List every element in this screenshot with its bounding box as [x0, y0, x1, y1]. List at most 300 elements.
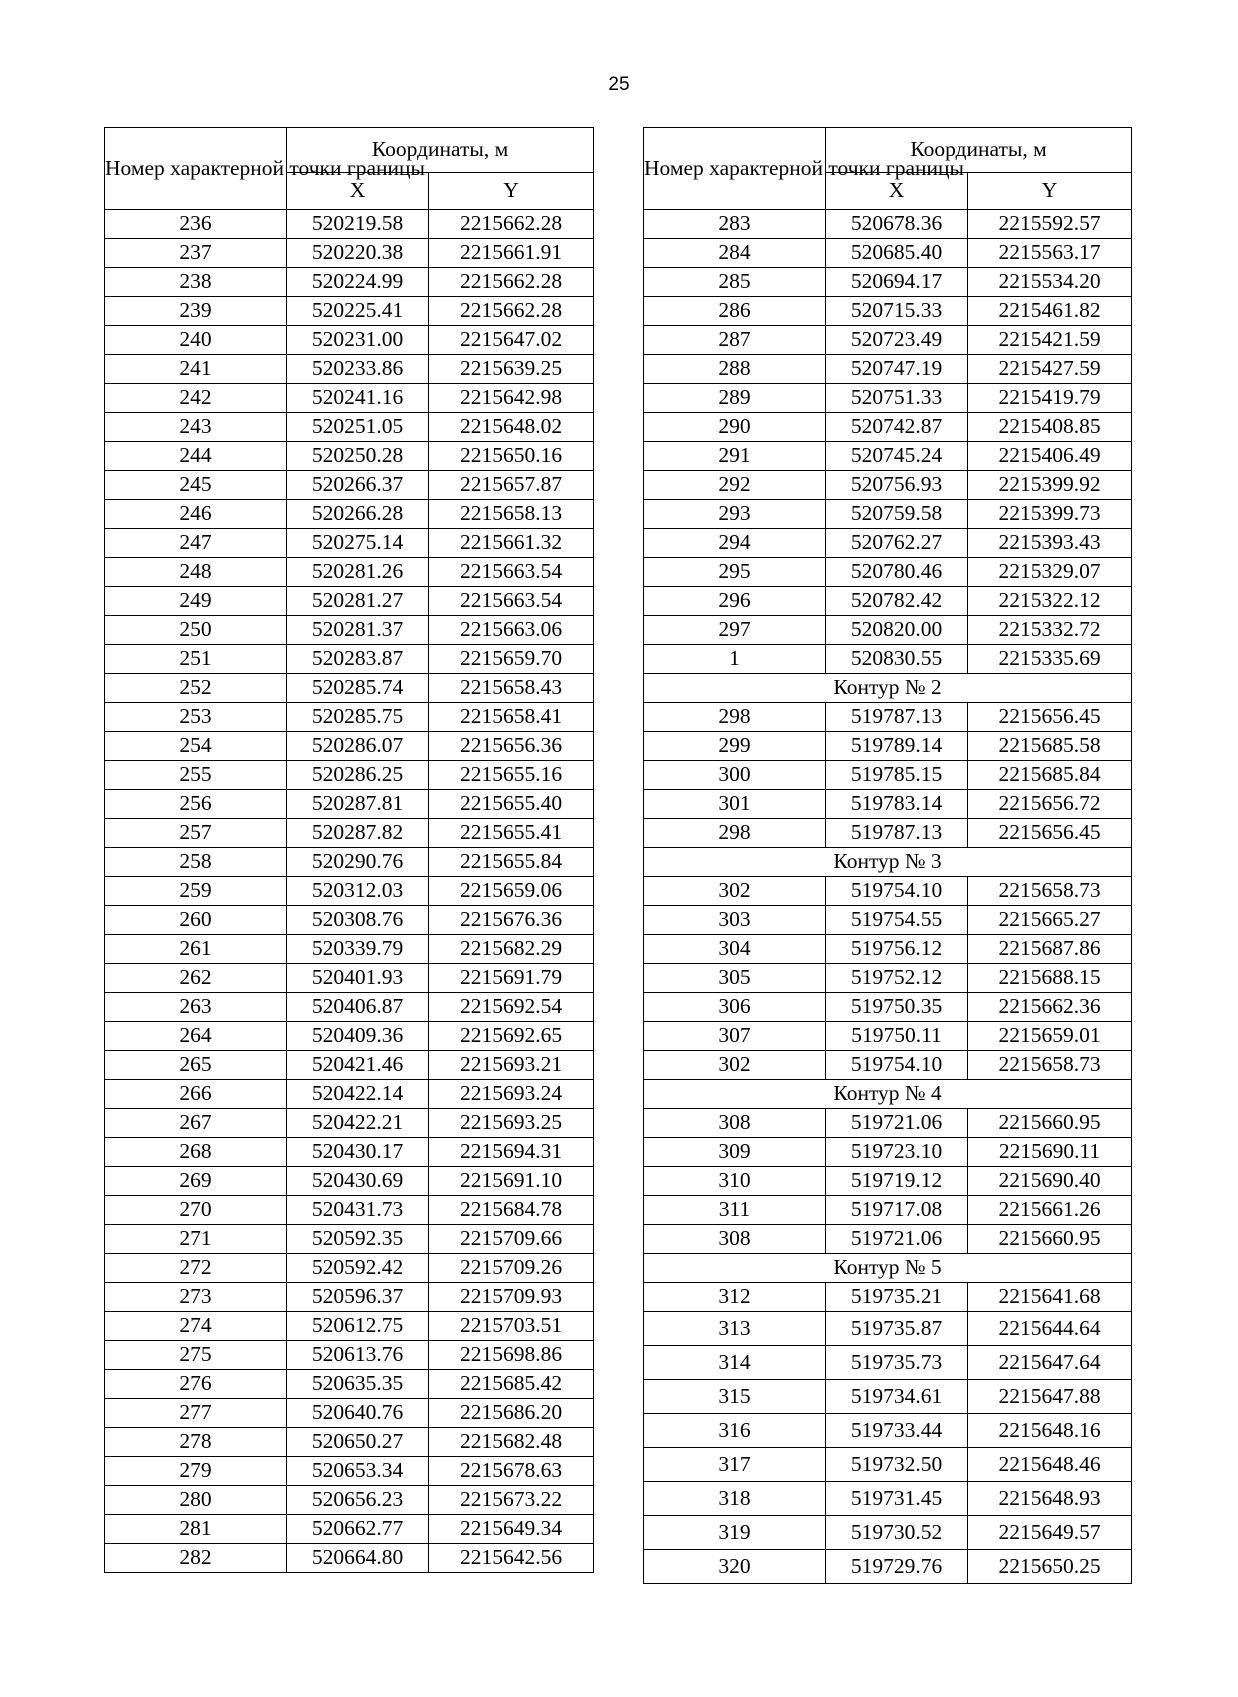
- x-coordinate-cell: 520830.55: [826, 645, 968, 674]
- point-number-cell: 302: [644, 1051, 826, 1080]
- y-coordinate-cell: 2215655.16: [429, 761, 594, 790]
- table-row: [105, 732, 594, 761]
- x-coordinate-cell: 520592.42: [287, 1254, 429, 1283]
- y-coordinate-cell: 2215665.27: [968, 906, 1132, 935]
- y-coordinate-cell: 2215660.95: [968, 1109, 1132, 1138]
- point-number-cell: 286: [644, 297, 826, 326]
- y-coordinate-cell: 2215641.68: [968, 1283, 1132, 1312]
- point-number-cell: 289: [644, 384, 826, 413]
- y-coordinate-cell: 2215660.95: [968, 1225, 1132, 1254]
- contour-label: Контур № 5: [644, 1254, 1132, 1283]
- y-coordinate-cell: 2215655.84: [429, 848, 594, 877]
- point-number-cell: 310: [644, 1167, 826, 1196]
- table-row: [644, 587, 1132, 616]
- table-row: [644, 993, 1132, 1022]
- table-row: [644, 732, 1132, 761]
- y-coordinate-cell: 2215648.46: [968, 1448, 1132, 1482]
- y-coordinate-cell: 2215693.21: [429, 1051, 594, 1080]
- point-number-header: Номер характерной точки границы: [105, 128, 287, 210]
- point-number-cell: 284: [644, 239, 826, 268]
- table-row: [644, 297, 1132, 326]
- point-number-cell: 249: [105, 587, 287, 616]
- point-number-cell: 278: [105, 1428, 287, 1457]
- x-coordinate-cell: 519721.06: [826, 1225, 968, 1254]
- x-coordinate-cell: 519752.12: [826, 964, 968, 993]
- table-row: [644, 1448, 1132, 1482]
- point-number-cell: 312: [644, 1283, 826, 1312]
- point-number-cell: 268: [105, 1138, 287, 1167]
- x-coordinate-cell: 520233.86: [287, 355, 429, 384]
- point-number-cell: 307: [644, 1022, 826, 1051]
- point-number-cell: 280: [105, 1486, 287, 1515]
- contour-label: Контур № 2: [644, 674, 1132, 703]
- x-coordinate-cell: 520751.33: [826, 384, 968, 413]
- contour-row: [644, 848, 1132, 877]
- y-coordinate-cell: 2215655.40: [429, 790, 594, 819]
- x-coordinate-cell: 519783.14: [826, 790, 968, 819]
- y-coordinate-cell: 2215648.93: [968, 1482, 1132, 1516]
- y-coordinate-cell: 2215335.69: [968, 645, 1132, 674]
- point-number-cell: 296: [644, 587, 826, 616]
- table-row: [105, 1399, 594, 1428]
- point-number-cell: 290: [644, 413, 826, 442]
- y-coordinate-cell: 2215692.65: [429, 1022, 594, 1051]
- table-row: [105, 1138, 594, 1167]
- point-number-header: Номер характерной точки границы: [644, 128, 826, 210]
- y-coordinate-cell: 2215703.51: [429, 1312, 594, 1341]
- x-coordinate-cell: 520592.35: [287, 1225, 429, 1254]
- x-coordinate-cell: 520431.73: [287, 1196, 429, 1225]
- x-coordinate-cell: 520286.25: [287, 761, 429, 790]
- y-coordinate-cell: 2215693.25: [429, 1109, 594, 1138]
- table-row: [105, 964, 594, 993]
- y-coordinate-cell: 2215673.22: [429, 1486, 594, 1515]
- table-row: [105, 906, 594, 935]
- x-coordinate-cell: 520287.81: [287, 790, 429, 819]
- table-row: [105, 355, 594, 384]
- y-coordinate-cell: 2215648.02: [429, 413, 594, 442]
- point-number-cell: 300: [644, 761, 826, 790]
- y-coordinate-cell: 2215658.73: [968, 877, 1132, 906]
- coordinates-header: Координаты, м: [826, 128, 1132, 173]
- coordinates-table-left: [104, 127, 594, 1573]
- point-number-cell: 306: [644, 993, 826, 1022]
- point-number-cell: 239: [105, 297, 287, 326]
- table-row: [644, 1346, 1132, 1380]
- table-row: [105, 645, 594, 674]
- x-coordinate-cell: 520685.40: [826, 239, 968, 268]
- point-number-cell: 305: [644, 964, 826, 993]
- point-number-cell: 294: [644, 529, 826, 558]
- y-coordinate-cell: 2215648.16: [968, 1414, 1132, 1448]
- point-number-cell: 274: [105, 1312, 287, 1341]
- y-coordinate-cell: 2215647.02: [429, 326, 594, 355]
- table-row: [105, 848, 594, 877]
- page-number: 25: [608, 74, 630, 95]
- x-coordinate-cell: 519729.76: [826, 1550, 968, 1584]
- point-number-cell: 258: [105, 848, 287, 877]
- x-coordinate-cell: 520281.27: [287, 587, 429, 616]
- y-coordinate-cell: 2215687.86: [968, 935, 1132, 964]
- table-row: [105, 1022, 594, 1051]
- point-number-cell: 318: [644, 1482, 826, 1516]
- y-coordinate-cell: 2215661.26: [968, 1196, 1132, 1225]
- point-number-cell: 311: [644, 1196, 826, 1225]
- y-coordinate-cell: 2215662.28: [429, 297, 594, 326]
- contour-label: Контур № 4: [644, 1080, 1132, 1109]
- y-coordinate-cell: 2215686.20: [429, 1399, 594, 1428]
- point-number-cell: 251: [105, 645, 287, 674]
- x-coordinate-cell: 520715.33: [826, 297, 968, 326]
- table-row: [644, 442, 1132, 471]
- x-coordinate-cell: 519734.61: [826, 1380, 968, 1414]
- table-row: [105, 268, 594, 297]
- y-header: Y: [968, 173, 1132, 210]
- x-coordinate-cell: 519756.12: [826, 935, 968, 964]
- y-coordinate-cell: 2215693.24: [429, 1080, 594, 1109]
- table-row: [644, 1380, 1132, 1414]
- y-coordinate-cell: 2215649.57: [968, 1516, 1132, 1550]
- y-coordinate-cell: 2215656.72: [968, 790, 1132, 819]
- point-number-cell: 282: [105, 1544, 287, 1573]
- y-coordinate-cell: 2215685.42: [429, 1370, 594, 1399]
- y-coordinate-cell: 2215534.20: [968, 268, 1132, 297]
- table-row: [105, 877, 594, 906]
- table-row: [105, 819, 594, 848]
- point-number-cell: 240: [105, 326, 287, 355]
- x-header: X: [287, 173, 429, 210]
- y-coordinate-cell: 2215659.01: [968, 1022, 1132, 1051]
- y-coordinate-cell: 2215662.28: [429, 210, 594, 239]
- y-coordinate-cell: 2215322.12: [968, 587, 1132, 616]
- table-row: [644, 935, 1132, 964]
- x-header: X: [826, 173, 968, 210]
- y-coordinate-cell: 2215419.79: [968, 384, 1132, 413]
- y-coordinate-cell: 2215694.31: [429, 1138, 594, 1167]
- point-number-cell: 277: [105, 1399, 287, 1428]
- x-coordinate-cell: 519733.44: [826, 1414, 968, 1448]
- table-row: [105, 1370, 594, 1399]
- coordinates-header: Координаты, м: [287, 128, 594, 173]
- point-number-cell: 243: [105, 413, 287, 442]
- point-number-cell: 254: [105, 732, 287, 761]
- x-coordinate-cell: 519750.11: [826, 1022, 968, 1051]
- table-row: [105, 471, 594, 500]
- point-number-cell: 285: [644, 268, 826, 297]
- coordinates-table-right: [643, 127, 1132, 1584]
- table-row: [105, 1544, 594, 1573]
- table-row: [644, 703, 1132, 732]
- y-header: Y: [429, 173, 594, 210]
- x-coordinate-cell: 520759.58: [826, 500, 968, 529]
- point-number-cell: 256: [105, 790, 287, 819]
- y-coordinate-cell: 2215690.40: [968, 1167, 1132, 1196]
- y-coordinate-cell: 2215688.15: [968, 964, 1132, 993]
- y-coordinate-cell: 2215399.73: [968, 500, 1132, 529]
- y-coordinate-cell: 2215406.49: [968, 442, 1132, 471]
- table-row: [644, 616, 1132, 645]
- point-number-cell: 299: [644, 732, 826, 761]
- x-coordinate-cell: 520225.41: [287, 297, 429, 326]
- point-number-cell: 308: [644, 1225, 826, 1254]
- x-coordinate-cell: 519735.87: [826, 1312, 968, 1346]
- y-coordinate-cell: 2215663.54: [429, 558, 594, 587]
- x-coordinate-cell: 520266.37: [287, 471, 429, 500]
- table-row: [105, 761, 594, 790]
- table-row: [644, 355, 1132, 384]
- y-coordinate-cell: 2215662.36: [968, 993, 1132, 1022]
- x-coordinate-cell: 520723.49: [826, 326, 968, 355]
- x-coordinate-cell: 520678.36: [826, 210, 968, 239]
- y-coordinate-cell: 2215659.70: [429, 645, 594, 674]
- y-coordinate-cell: 2215709.26: [429, 1254, 594, 1283]
- y-coordinate-cell: 2215644.64: [968, 1312, 1132, 1346]
- x-coordinate-cell: 520281.37: [287, 616, 429, 645]
- y-coordinate-cell: 2215329.07: [968, 558, 1132, 587]
- x-coordinate-cell: 520266.28: [287, 500, 429, 529]
- table-row: [105, 500, 594, 529]
- point-number-cell: 242: [105, 384, 287, 413]
- y-coordinate-cell: 2215661.91: [429, 239, 594, 268]
- point-number-cell: 281: [105, 1515, 287, 1544]
- table-row: [644, 877, 1132, 906]
- y-coordinate-cell: 2215684.78: [429, 1196, 594, 1225]
- y-coordinate-cell: 2215663.06: [429, 616, 594, 645]
- x-coordinate-cell: 520613.76: [287, 1341, 429, 1370]
- point-number-cell: 245: [105, 471, 287, 500]
- x-coordinate-cell: 519731.45: [826, 1482, 968, 1516]
- point-number-cell: 1: [644, 645, 826, 674]
- point-number-cell: 237: [105, 239, 287, 268]
- table-row: [644, 239, 1132, 268]
- table-row: [105, 1167, 594, 1196]
- x-coordinate-cell: 520430.69: [287, 1167, 429, 1196]
- table-row: [644, 906, 1132, 935]
- table-row: [105, 616, 594, 645]
- table-row: [105, 935, 594, 964]
- x-coordinate-cell: 520747.19: [826, 355, 968, 384]
- point-number-cell: 264: [105, 1022, 287, 1051]
- point-number-cell: 316: [644, 1414, 826, 1448]
- x-coordinate-cell: 520281.26: [287, 558, 429, 587]
- table-row: [644, 1414, 1132, 1448]
- y-coordinate-cell: 2215657.87: [429, 471, 594, 500]
- x-coordinate-cell: 520422.14: [287, 1080, 429, 1109]
- point-number-cell: 250: [105, 616, 287, 645]
- x-coordinate-cell: 519754.55: [826, 906, 968, 935]
- y-coordinate-cell: 2215332.72: [968, 616, 1132, 645]
- point-number-cell: 314: [644, 1346, 826, 1380]
- point-number-cell: 247: [105, 529, 287, 558]
- point-number-cell: 283: [644, 210, 826, 239]
- x-coordinate-cell: 519785.15: [826, 761, 968, 790]
- y-coordinate-cell: 2215655.41: [429, 819, 594, 848]
- table-row: [105, 239, 594, 268]
- table-row: [644, 558, 1132, 587]
- y-coordinate-cell: 2215678.63: [429, 1457, 594, 1486]
- table-row: [644, 326, 1132, 355]
- point-number-cell: 262: [105, 964, 287, 993]
- x-coordinate-cell: 520742.87: [826, 413, 968, 442]
- table-row: [644, 1109, 1132, 1138]
- x-coordinate-cell: 519730.52: [826, 1516, 968, 1550]
- table-row: [105, 993, 594, 1022]
- point-number-cell: 319: [644, 1516, 826, 1550]
- table-row: [105, 413, 594, 442]
- point-number-cell: 295: [644, 558, 826, 587]
- x-coordinate-cell: 519719.12: [826, 1167, 968, 1196]
- y-coordinate-cell: 2215685.84: [968, 761, 1132, 790]
- y-coordinate-cell: 2215592.57: [968, 210, 1132, 239]
- table-row: [105, 1457, 594, 1486]
- table-row: [644, 1482, 1132, 1516]
- x-coordinate-cell: 520409.36: [287, 1022, 429, 1051]
- table-row: [105, 1341, 594, 1370]
- x-coordinate-cell: 519732.50: [826, 1448, 968, 1482]
- y-coordinate-cell: 2215685.58: [968, 732, 1132, 761]
- table-row: [105, 1051, 594, 1080]
- y-coordinate-cell: 2215691.79: [429, 964, 594, 993]
- point-number-cell: 302: [644, 877, 826, 906]
- contour-label: Контур № 3: [644, 848, 1132, 877]
- x-coordinate-cell: 520290.76: [287, 848, 429, 877]
- y-coordinate-cell: 2215682.48: [429, 1428, 594, 1457]
- point-number-cell: 248: [105, 558, 287, 587]
- table-row: [105, 1283, 594, 1312]
- y-coordinate-cell: 2215421.59: [968, 326, 1132, 355]
- y-coordinate-cell: 2215658.43: [429, 674, 594, 703]
- table-row: [105, 1196, 594, 1225]
- point-number-cell: 292: [644, 471, 826, 500]
- point-number-cell: 266: [105, 1080, 287, 1109]
- x-coordinate-cell: 520283.87: [287, 645, 429, 674]
- point-number-cell: 261: [105, 935, 287, 964]
- table-row: [105, 1254, 594, 1283]
- point-number-cell: 288: [644, 355, 826, 384]
- x-coordinate-cell: 520287.82: [287, 819, 429, 848]
- x-coordinate-cell: 520406.87: [287, 993, 429, 1022]
- x-coordinate-cell: 520820.00: [826, 616, 968, 645]
- x-coordinate-cell: 520241.16: [287, 384, 429, 413]
- y-coordinate-cell: 2215399.92: [968, 471, 1132, 500]
- table-row: [644, 413, 1132, 442]
- y-coordinate-cell: 2215650.25: [968, 1550, 1132, 1584]
- x-coordinate-cell: 519789.14: [826, 732, 968, 761]
- table-row: [644, 1167, 1132, 1196]
- table-row: [105, 1312, 594, 1341]
- table-row: [105, 790, 594, 819]
- point-number-cell: 298: [644, 703, 826, 732]
- table-row: [644, 471, 1132, 500]
- table-row: [644, 268, 1132, 297]
- x-coordinate-cell: 520653.34: [287, 1457, 429, 1486]
- table-row: [105, 326, 594, 355]
- y-coordinate-cell: 2215661.32: [429, 529, 594, 558]
- x-coordinate-cell: 519735.73: [826, 1346, 968, 1380]
- table-row: [644, 645, 1132, 674]
- x-coordinate-cell: 519723.10: [826, 1138, 968, 1167]
- table-row: [105, 1486, 594, 1515]
- table-row: [105, 703, 594, 732]
- y-coordinate-cell: 2215658.41: [429, 703, 594, 732]
- x-coordinate-cell: 520401.93: [287, 964, 429, 993]
- y-coordinate-cell: 2215709.66: [429, 1225, 594, 1254]
- y-coordinate-cell: 2215658.13: [429, 500, 594, 529]
- table-row: [644, 210, 1132, 239]
- x-coordinate-cell: 520656.23: [287, 1486, 429, 1515]
- y-coordinate-cell: 2215647.64: [968, 1346, 1132, 1380]
- table-row: [105, 587, 594, 616]
- point-number-cell: 272: [105, 1254, 287, 1283]
- point-number-cell: 260: [105, 906, 287, 935]
- table-row: [644, 1196, 1132, 1225]
- table-row: [105, 442, 594, 471]
- point-number-cell: 275: [105, 1341, 287, 1370]
- table-row: [105, 674, 594, 703]
- table-row: [644, 1138, 1132, 1167]
- y-coordinate-cell: 2215563.17: [968, 239, 1132, 268]
- x-coordinate-cell: 519787.13: [826, 819, 968, 848]
- point-number-cell: 246: [105, 500, 287, 529]
- x-coordinate-cell: 520640.76: [287, 1399, 429, 1428]
- x-coordinate-cell: 520285.74: [287, 674, 429, 703]
- x-coordinate-cell: 520285.75: [287, 703, 429, 732]
- point-number-cell: 320: [644, 1550, 826, 1584]
- point-number-cell: 271: [105, 1225, 287, 1254]
- y-coordinate-cell: 2215656.36: [429, 732, 594, 761]
- point-number-cell: 293: [644, 500, 826, 529]
- y-coordinate-cell: 2215642.56: [429, 1544, 594, 1573]
- point-number-cell: 259: [105, 877, 287, 906]
- contour-row: [644, 1080, 1132, 1109]
- x-coordinate-cell: 520596.37: [287, 1283, 429, 1312]
- table-row: [644, 1225, 1132, 1254]
- table-row: [644, 761, 1132, 790]
- x-coordinate-cell: 519735.21: [826, 1283, 968, 1312]
- point-number-cell: 252: [105, 674, 287, 703]
- table-row: [105, 384, 594, 413]
- y-coordinate-cell: 2215647.88: [968, 1380, 1132, 1414]
- x-coordinate-cell: 520275.14: [287, 529, 429, 558]
- y-coordinate-cell: 2215639.25: [429, 355, 594, 384]
- x-coordinate-cell: 520250.28: [287, 442, 429, 471]
- x-coordinate-cell: 520224.99: [287, 268, 429, 297]
- point-number-cell: 308: [644, 1109, 826, 1138]
- table-row: [105, 210, 594, 239]
- y-coordinate-cell: 2215393.43: [968, 529, 1132, 558]
- x-coordinate-cell: 520782.42: [826, 587, 968, 616]
- y-coordinate-cell: 2215650.16: [429, 442, 594, 471]
- y-coordinate-cell: 2215690.11: [968, 1138, 1132, 1167]
- point-number-cell: 309: [644, 1138, 826, 1167]
- y-coordinate-cell: 2215659.06: [429, 877, 594, 906]
- x-coordinate-cell: 520745.24: [826, 442, 968, 471]
- table-row: [644, 819, 1132, 848]
- point-number-cell: 303: [644, 906, 826, 935]
- table-row: [644, 500, 1132, 529]
- point-number-cell: 253: [105, 703, 287, 732]
- table-row: [644, 529, 1132, 558]
- table-row: [105, 1225, 594, 1254]
- x-coordinate-cell: 520650.27: [287, 1428, 429, 1457]
- x-coordinate-cell: 520430.17: [287, 1138, 429, 1167]
- table-row: [644, 1550, 1132, 1584]
- table-row: [644, 1022, 1132, 1051]
- x-coordinate-cell: 520339.79: [287, 935, 429, 964]
- table-row: [644, 790, 1132, 819]
- x-coordinate-cell: 520662.77: [287, 1515, 429, 1544]
- x-coordinate-cell: 520694.17: [826, 268, 968, 297]
